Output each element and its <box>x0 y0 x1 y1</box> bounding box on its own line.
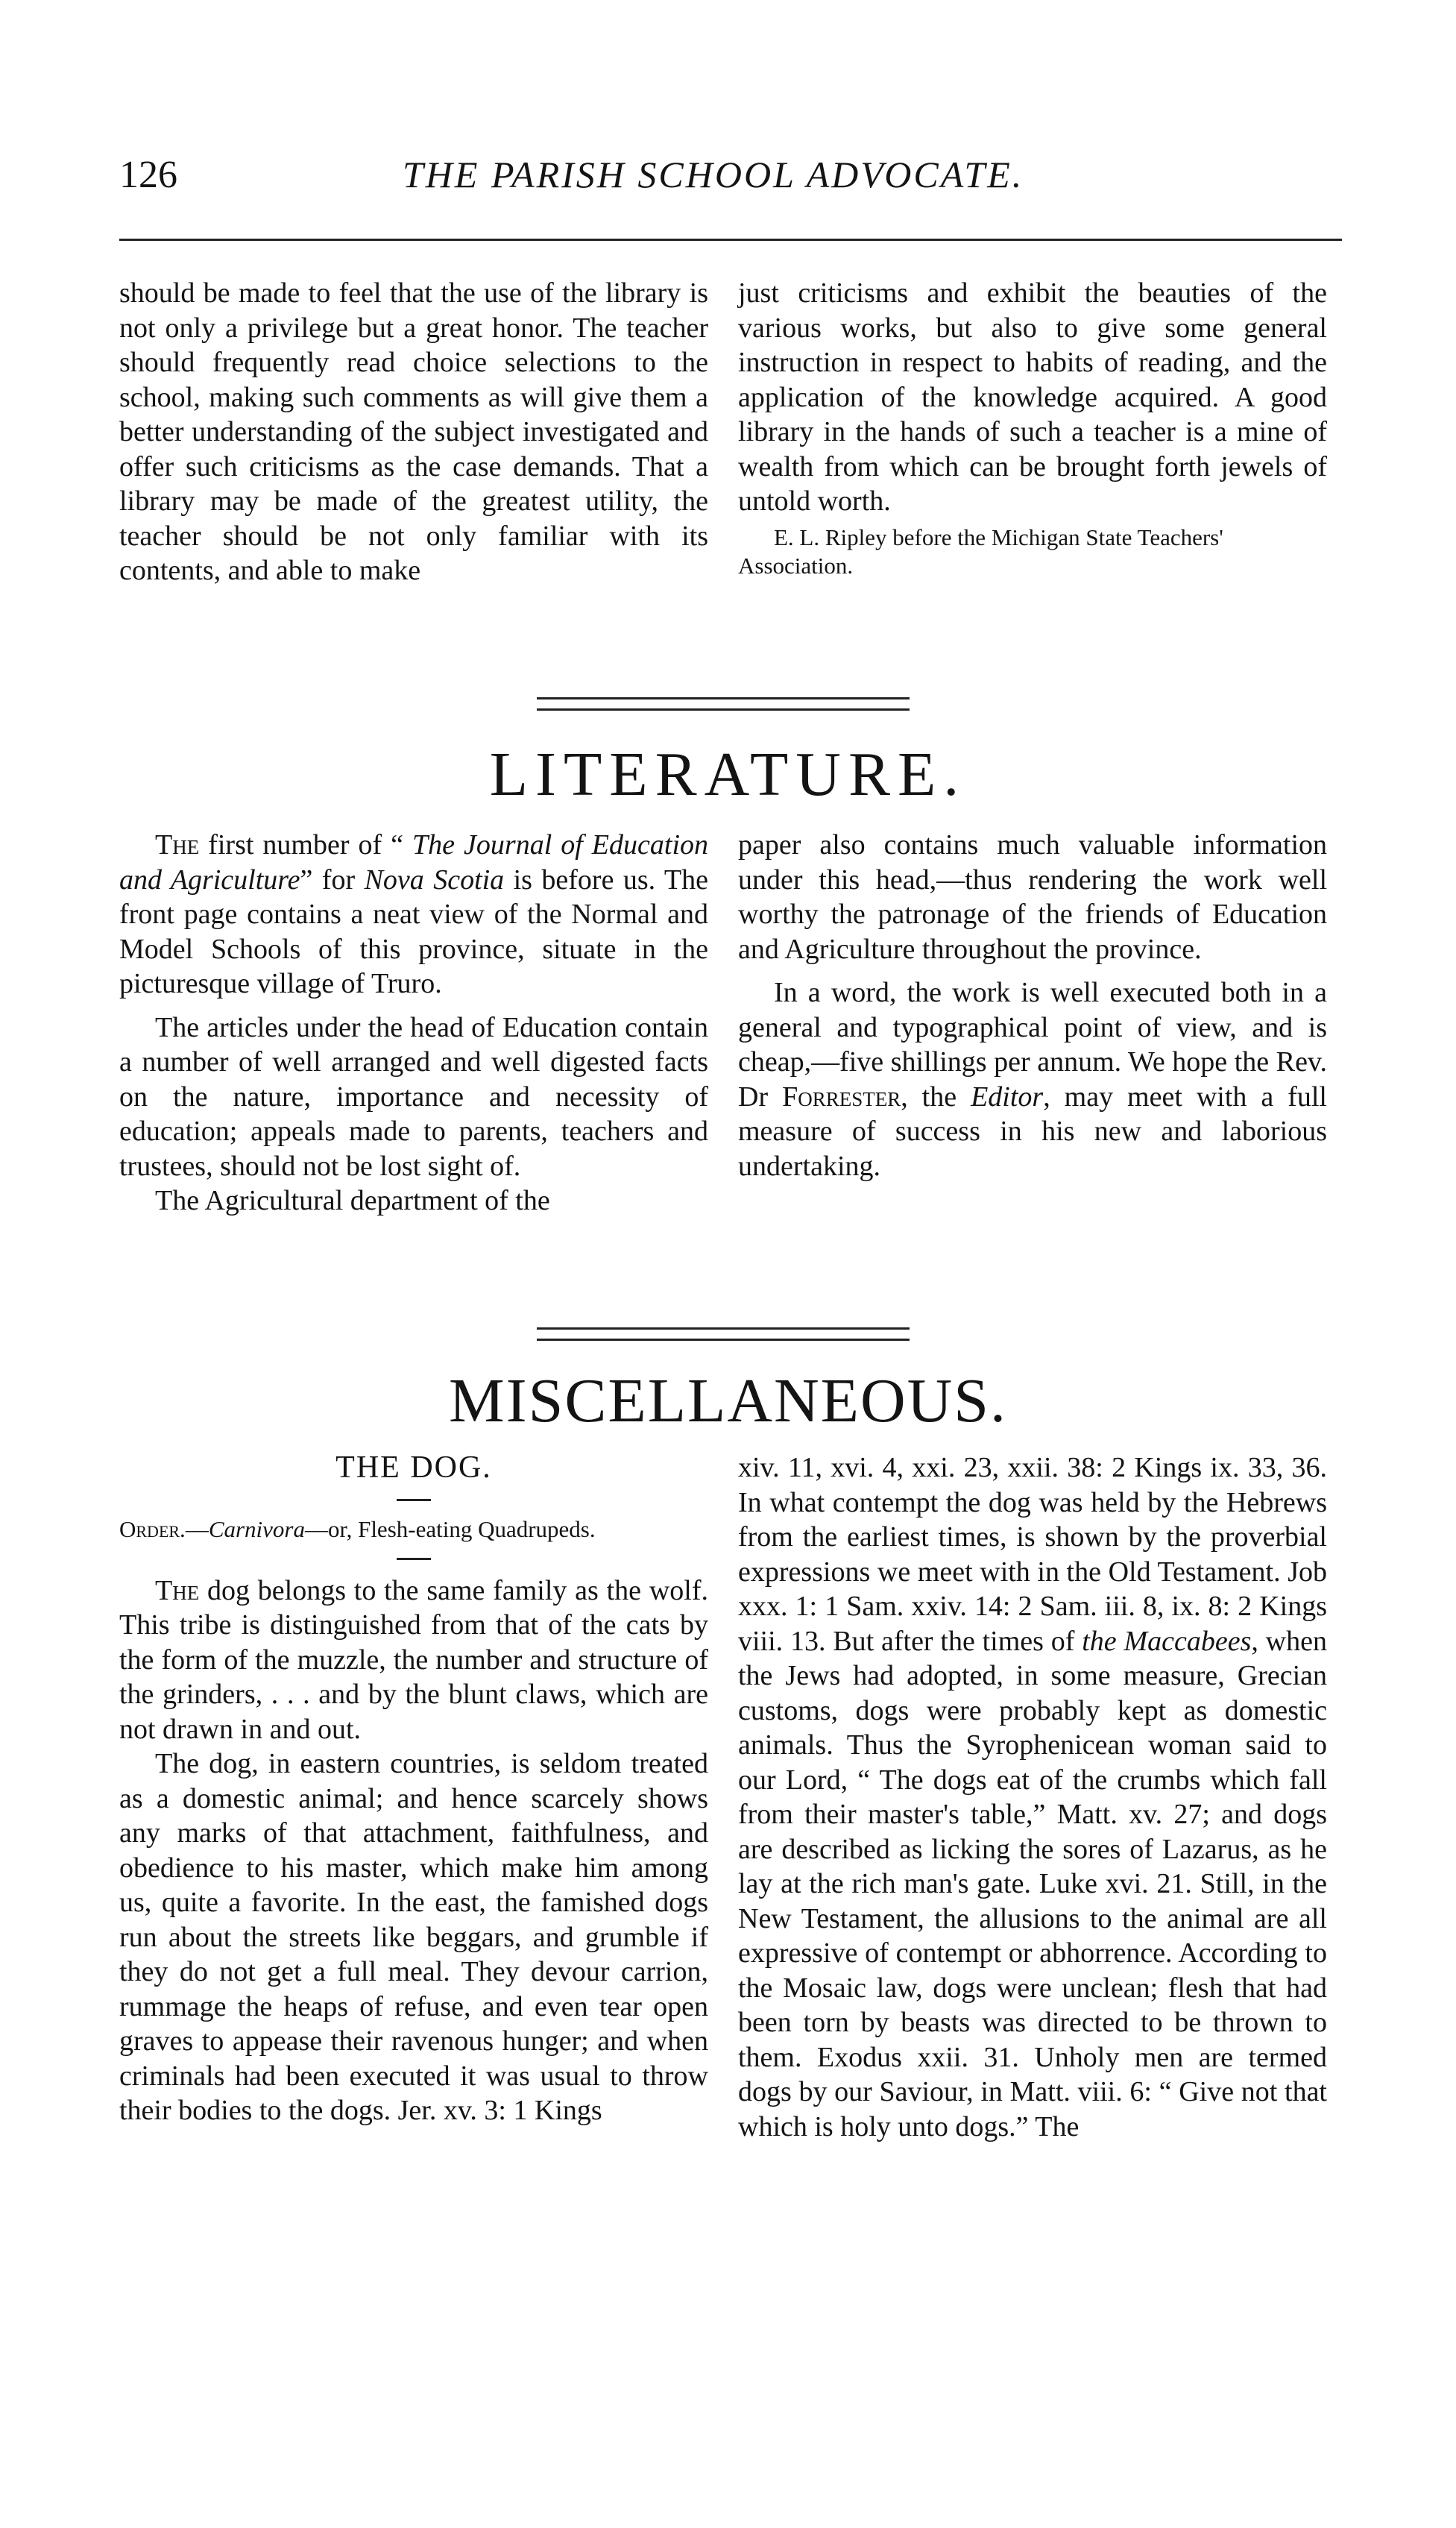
top-left-text: should be made to feel that the use of the library is not only a privilege but a great honor. The teacher should frequently read choice selections to the school, making such comments as will give them a better understanding of the subject investigated and offer such criticisms as the case demands. That a library may be made of the greatest utility, the teacher should be not only familiar with its contents, and able to make <box>119 277 708 586</box>
miscellaneous-heading: MISCELLANEOUS. <box>448 1366 1007 1436</box>
literature-paragraph: The articles under the head of Education contain a number of well arranged and well digested facts on the nature, importance and necessity of education; appeals made to parents, teachers and trustees, should not be lost sight of. <box>119 1011 708 1182</box>
top-right-column <box>738 276 1327 580</box>
order-line: Order.—Carnivora—or, Flesh-eating Quadrupeds. <box>119 1515 596 1542</box>
literature-paragraph: The Agricultural department of the <box>155 1185 550 1216</box>
section-divider <box>537 697 910 711</box>
running-title: THE PARISH SCHOOL ADVOCATE. <box>403 154 1024 195</box>
page-header <box>119 153 1342 213</box>
header-rule <box>119 239 1342 241</box>
article-title: THE DOG. <box>335 1450 492 1485</box>
literature-paragraph: paper also contains much valuable information under this head,—thus rendering the work well worthy the patronage of the friends of Education and Agriculture throughout the province. <box>738 829 1327 965</box>
literature-heading: LITERATURE. <box>489 740 967 809</box>
miscellaneous-right-column <box>738 1450 1327 2144</box>
attribution: E. L. Ripley before the Michigan State Teachers' Association. <box>738 523 1223 579</box>
miscellaneous-paragraph: The dog belongs to the same family as the wolf. This tribe is distinguished from that of the cats by the form of the muzzle, the number and structure of the grinders, . . . and by the blunt claws, which are not drawn in and out. <box>119 1574 708 1745</box>
miscellaneous-paragraph: The dog, in eastern countries, is seldom treated as a domestic animal; and hence scarcely shows any marks of that attachment, faithfulness, and obedience to his master, which make him among us, quite a favorite. In the east, the famished dogs run about the streets like beggars, and grumble if they do not get a full meal. They devour carrion, rummage the heaps of refuse, and even tear open graves to appease their ravenous hunger; and when criminals had been executed it was usual to throw their bodies to the dogs. Jer. xv. 3: 1 Kings <box>119 1748 708 2126</box>
top-right-text: just criticisms and exhibit the beauties of the various works, but also to give some general instruction in respect to habits of reading, and the application of the knowledge acquired. A good library in the hands of such a teacher is a mine of wealth from which can be brought forth jewels of untold worth. <box>738 277 1327 517</box>
miscellaneous-paragraph: xiv. 11, xvi. 4, xxi. 23, xxii. 38: 2 Kings ix. 33, 36. In what contempt the dog was held by the Hebrews from the earliest times, is shown by the proverbial expressions we meet with in the Old Testament. Job xxx. 1: 1 Sam. xxiv. 14: 2 Sam. iii. 8, ix. 8: 2 Kings viii. 13. But after the times of the Maccabees, when the Jews had adopted, in some measure, Grecian customs, dogs were probably kept as domestic animals. Thus the Syrophenicean woman said to our Lord, “ The dogs eat of the crumbs which fall from their master's table,” Matt. xv. 27; and dogs are described as licking the sores of Lazarus, as he lay at the rich man's gate. Luke xvi. 21. Still, in the New Testament, the allusions to the animal are all expressive of contempt or abhorrence. According to the Mosaic law, dogs were unclean; flesh that had been torn by beasts was directed to be thrown to them. Exodus xxii. 31. Unholy men are termed dogs by our Saviour, in Matt. viii. 6: “ Give not that which is holy unto dogs.” The <box>738 1452 1327 2142</box>
short-rule <box>397 1499 431 1501</box>
literature-left-column <box>119 828 708 1219</box>
section-divider <box>537 1327 910 1341</box>
miscellaneous-left-column <box>119 1450 708 2128</box>
top-left-column <box>119 276 708 588</box>
literature-paragraph: In a word, the work is well executed both in a general and typographical point of view, and is cheap,—five shillings per annum. We hope the Rev. Dr Forrester, the Editor, may meet with a full measure of success in his new and laborious undertaking. <box>738 977 1327 1182</box>
short-rule <box>397 1558 431 1560</box>
literature-paragraph: The first number of “ The Journal of Education and Agriculture” for Nova Scotia is before us. The front page contains a neat view of the Normal and Model Schools of this province, situate in the picturesque village of Truro. <box>119 829 708 999</box>
page-number: 126 <box>119 154 177 196</box>
literature-right-column <box>738 828 1327 1183</box>
